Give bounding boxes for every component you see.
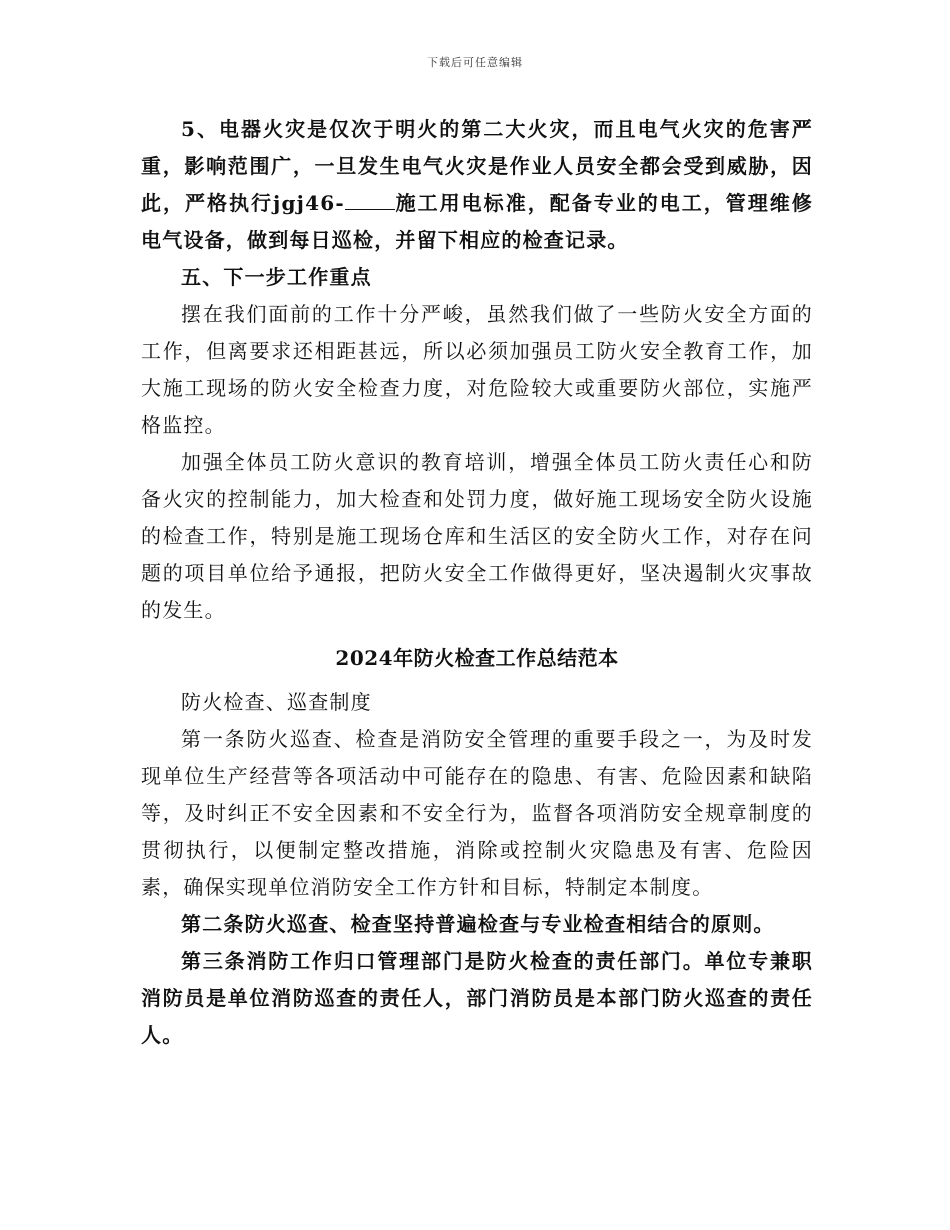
article-2: 第二条防火巡查、检查坚持普遍检查与专业检查相结合的原则。	[181, 912, 775, 936]
paragraph-next-steps-1: 摆在我们面前的工作十分严峻，虽然我们做了一些防火安全方面的工作，但离要求还相距甚远，所以必须加强员工防火安全教育工作，加大施工现场的防火安全检查力度，对危险较大或重要防火部位，实施严格监控。	[141, 302, 813, 437]
article-3: 第三条消防工作归口管理部门是防火检查的责任部门。单位专兼职消防员是单位消防巡查的责任人，部门消防员是本部门防火巡查的责任人。	[141, 949, 813, 1047]
subtitle-inspection-system: 防火检查、巡查制度	[181, 690, 372, 714]
page-header: 下载后可任意编辑	[427, 56, 523, 69]
paragraph-item-5	[141, 111, 813, 259]
paragraph-next-steps-2: 加强全体员工防火意识的教育培训，增强全体员工防火责任心和防备火灾的控制能力，加大检查和处罚力度，做好施工现场安全防火设施的检查工作，特别是施工现场仓库和生活区的安全防火工作，对存在问题的项目单位给予通报，把防火安全工作做得更好，坚决遏制火灾事故的发生。	[141, 450, 813, 622]
fill-in-blank	[345, 209, 395, 210]
section-heading-next-steps: 五、下一步工作重点	[181, 265, 372, 289]
article-1: 第一条防火巡查、检查是消防安全管理的重要手段之一，为及时发现单位生产经营等各项活动中可能存在的隐患、有害、危险因素和缺陷等，及时纠正不安全因素和不安全行为，监督各项消防安全规章制度的贯彻执行，以便制定整改措施，消除或控制火灾隐患及有害、危险因素，确保实现单位消防安全工作方针和目标，特制定本制度。	[141, 727, 813, 899]
document-body	[141, 111, 813, 1054]
document-title: 2024年防火检查工作总结范本	[335, 646, 619, 670]
item5-text-before: 5、电器火灾是仅次于明火的第二大火灾，而且电气火灾的危害严重，影响范围广，一旦发生电气火灾是作业人员安全都会受到威胁，因此，严格执行jgj46-	[141, 117, 813, 215]
item5-text-after: 施工用电标准，配备专业的电工，管理维修电气设备，做到每日巡检，并留下相应的检查记录。	[141, 191, 813, 252]
